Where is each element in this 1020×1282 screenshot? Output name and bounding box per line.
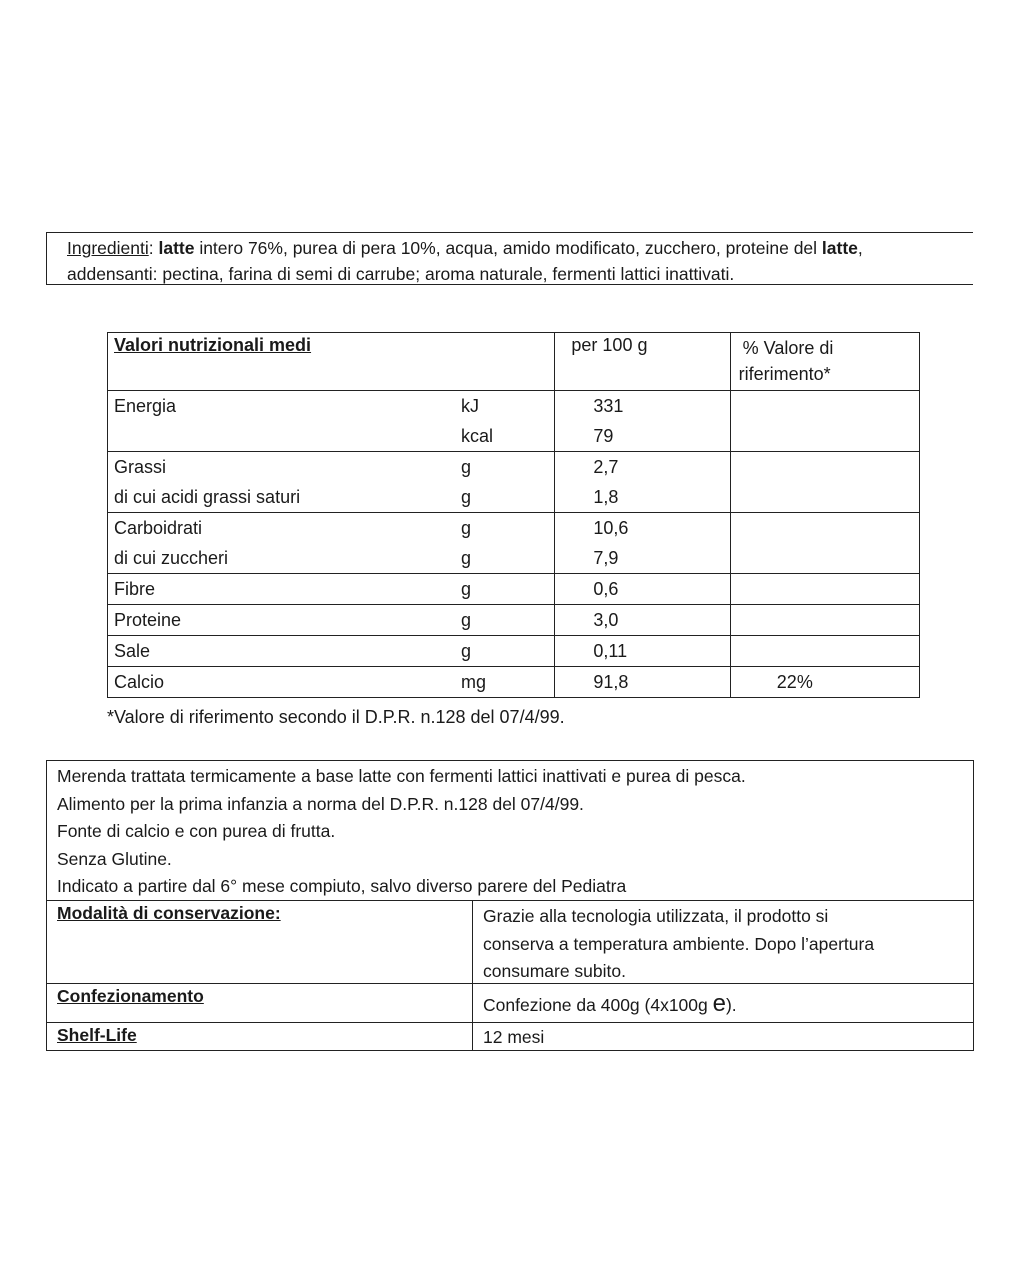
packaging-row xyxy=(47,983,973,1022)
nutrient-name: Energia xyxy=(114,396,177,416)
ingredients-line-2: addensanti: pectina, farina di semi di carrube; aroma naturale, fermenti lattici inattivati. xyxy=(67,264,735,284)
packaging-end: ). xyxy=(725,995,737,1015)
nutrition-header-ref-1: % Valore di xyxy=(742,338,834,358)
nutrition-row xyxy=(108,605,920,636)
description-line: Alimento per la prima infanzia a norma del D.P.R. n.128 del 07/4/99. xyxy=(57,793,584,814)
description-line: Merenda trattata termicamente a base latte con fermenti lattici inattivati e purea di pesca. xyxy=(57,766,746,786)
nutrition-header-name: Valori nutrizionali medi xyxy=(114,335,312,355)
description-line: Senza Glutine. xyxy=(57,848,172,869)
nutrient-value: 3,0 xyxy=(593,610,619,630)
ingredients-text: , xyxy=(857,238,863,258)
shelf-life-row xyxy=(47,1022,973,1050)
nutrient-unit: g xyxy=(461,457,472,477)
nutrient-value: 91,8 xyxy=(593,672,629,692)
description-line: Indicato a partire dal 6° mese compiuto, salvo diverso parere del Pediatra xyxy=(57,876,627,896)
nutrient-unit: g xyxy=(461,579,472,599)
ingredients-text: : xyxy=(148,238,159,258)
conservation-text: Grazie alla tecnologia utilizzata, il prodotto si xyxy=(483,906,829,926)
nutrient-name: Grassi xyxy=(114,457,167,477)
nutrition-row xyxy=(108,667,920,698)
estimated-sign-mark: e xyxy=(712,990,726,1017)
nutrient-name: di cui acidi grassi saturi xyxy=(114,487,301,507)
packaging-label: Confezionamento xyxy=(57,986,204,1006)
conservation-text: consumare subito. xyxy=(483,961,626,981)
nutrition-header-ref-2: riferimento* xyxy=(738,364,831,384)
nutrient-reference-value xyxy=(731,391,919,421)
nutrient-unit: g xyxy=(461,548,472,568)
nutrient-value: 0,11 xyxy=(593,641,628,661)
nutrient-unit: g xyxy=(461,641,472,661)
nutrition-header-row xyxy=(108,333,920,391)
footnote: *Valore di riferimento secondo il D.P.R. n.128 del 07/4/99. xyxy=(107,707,565,727)
description-text xyxy=(47,761,973,900)
ingredients-allergen: latte xyxy=(158,238,195,258)
nutrition-row xyxy=(108,574,920,605)
nutrition-header-per: per 100 g xyxy=(571,335,648,355)
shelf-life-label: Shelf-Life xyxy=(57,1025,137,1045)
nutrient-name: Calcio xyxy=(114,672,165,692)
nutrient-reference-value xyxy=(731,574,919,604)
nutrient-name: Sale xyxy=(114,641,151,661)
nutrient-reference-value xyxy=(731,513,919,543)
ingredients-allergen: latte xyxy=(821,238,858,258)
nutrient-reference-value xyxy=(731,452,919,482)
nutrition-table xyxy=(107,332,920,698)
ingredients-line-1 xyxy=(67,235,973,261)
nutrient-value: 0,6 xyxy=(593,579,619,599)
conservation-row xyxy=(47,900,973,983)
nutrient-reference-value xyxy=(731,636,919,666)
nutrient-value: 2,7 xyxy=(593,457,619,477)
nutrient-unit: g xyxy=(461,610,472,630)
nutrient-value: 331 xyxy=(593,396,624,416)
nutrition-row xyxy=(108,513,920,574)
description-box xyxy=(46,760,974,1051)
nutrient-name: Carboidrati xyxy=(114,518,203,538)
nutrient-reference-value xyxy=(731,605,919,635)
nutrient-value: 10,6 xyxy=(593,518,629,538)
nutrient-unit: kJ xyxy=(461,396,479,416)
nutrient-unit: g xyxy=(461,487,472,507)
nutrient-unit: g xyxy=(461,518,472,538)
shelf-life-value: 12 mesi xyxy=(483,1027,545,1047)
ingredients-box xyxy=(46,232,973,285)
nutrient-name: di cui zuccheri xyxy=(114,548,229,568)
nutrient-unit: kcal xyxy=(461,426,494,446)
nutrient-reference-value: 22% xyxy=(776,672,813,692)
description-line: Fonte di calcio e con purea di frutta. xyxy=(57,821,336,841)
nutrition-row xyxy=(108,391,920,452)
nutrient-unit: mg xyxy=(461,672,487,692)
ingredients-text: intero 76%, purea di pera 10%, acqua, amido modificato, zucchero, proteine del xyxy=(194,238,822,258)
nutrient-value: 79 xyxy=(593,426,614,446)
nutrition-row xyxy=(108,636,920,667)
nutrient-value: 7,9 xyxy=(593,548,619,568)
ingredients-label: Ingredienti xyxy=(67,238,149,258)
nutrition-row xyxy=(108,452,920,513)
conservation-text: conserva a temperatura ambiente. Dopo l’apertura xyxy=(483,933,875,954)
packaging-value: Confezione da 400g (4x100g xyxy=(483,995,713,1015)
conservation-label: Modalità di conservazione: xyxy=(57,903,281,923)
nutrient-name: Fibre xyxy=(114,579,156,599)
nutrient-name: Proteine xyxy=(114,610,182,630)
nutrient-value: 1,8 xyxy=(593,487,619,507)
